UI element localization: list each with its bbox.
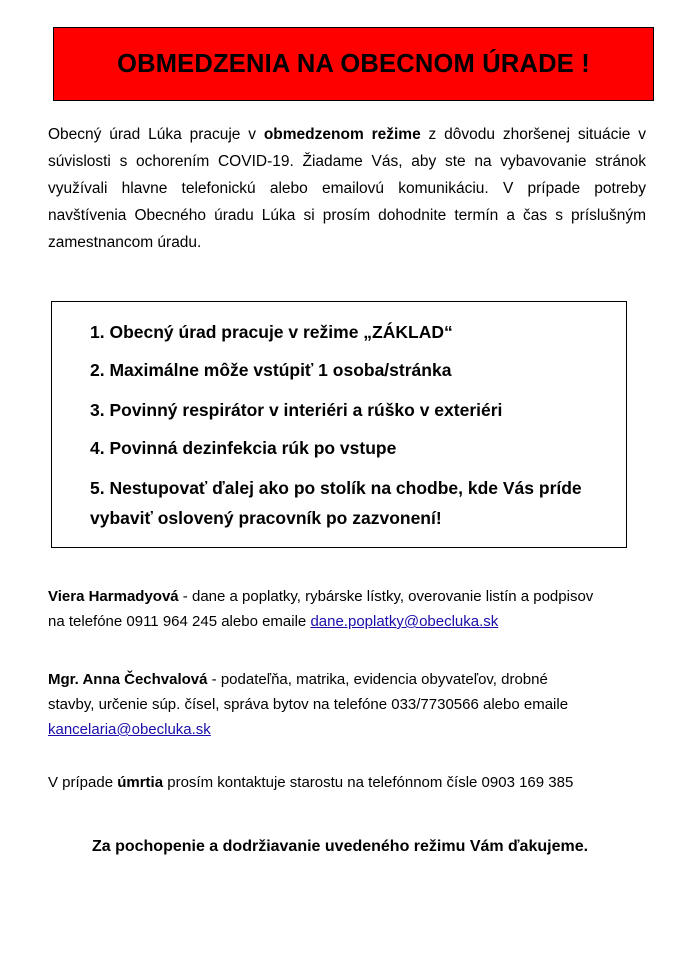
death-notice-end: prosím kontaktuje starostu na telefónnom čísle 0903 169 385 bbox=[163, 774, 574, 791]
contact-description: - podateľňa, matrika, evidencia obyvateľov, drobné stavby, určenie súp. čísel, správa bytov na telefóne 033/7730566 alebo emaile bbox=[48, 671, 569, 713]
contact-name: Viera Harmadyová bbox=[48, 588, 179, 605]
rules-box bbox=[51, 301, 627, 548]
death-notice bbox=[48, 770, 648, 795]
death-notice-start: V prípade bbox=[48, 774, 118, 791]
email-link-kancelaria[interactable]: kancelaria@obecluka.sk bbox=[48, 721, 211, 738]
intro-text-start: Obecný úrad Lúka pracuje v bbox=[48, 126, 264, 143]
contact-harmadyova bbox=[48, 584, 608, 634]
intro-paragraph bbox=[48, 121, 646, 256]
intro-text-end: z dôvodu zhoršenej situácie v súvislosti s ochorením COVID-19. Žiadame Vás, aby ste na vybavovanie stránok využívali hlavne telefonickú alebo emailovú komunikáciu. V prípade potreby navštívenia Obecného úradu Lúka si prosím dohodnite termín a čas s príslušným zamestnancom úradu. bbox=[48, 126, 647, 251]
death-notice-bold: úmrtia bbox=[117, 774, 164, 791]
rule-item-5: 5. Nestupovať ďalej ako po stolík na chodbe, kde Vás príde vybaviť oslovený pracovník po zazvonení! bbox=[90, 478, 582, 528]
contact-name: Mgr. Anna Čechvalová bbox=[48, 671, 208, 688]
rule-item-2: 2. Maximálne môže vstúpiť 1 osoba/stránka bbox=[90, 360, 452, 380]
intro-bold-text: obmedzenom režime bbox=[263, 126, 421, 143]
contact-cechvalova bbox=[48, 667, 593, 742]
rule-item-3: 3. Povinný respirátor v interiéri a rúško v exteriéri bbox=[90, 400, 503, 420]
rule-item-4: 4. Povinná dezinfekcia rúk po vstupe bbox=[90, 438, 397, 458]
page-title: OBMEDZENIA NA OBECNOM ÚRADE ! bbox=[117, 49, 590, 78]
title-banner bbox=[53, 27, 654, 101]
contact-description: - dane a poplatky, rybárske lístky, overovanie listín a podpisov na telefóne 0911 964 245 alebo emaile bbox=[48, 588, 594, 630]
closing-message: Za pochopenie a dodržiavanie uvedeného režimu Vám ďakujeme. bbox=[91, 838, 589, 855]
rule-item-1: 1. Obecný úrad pracuje v režime „ZÁKLAD“ bbox=[90, 322, 453, 342]
email-link-dane[interactable]: dane.poplatky@obecluka.sk bbox=[310, 613, 499, 630]
